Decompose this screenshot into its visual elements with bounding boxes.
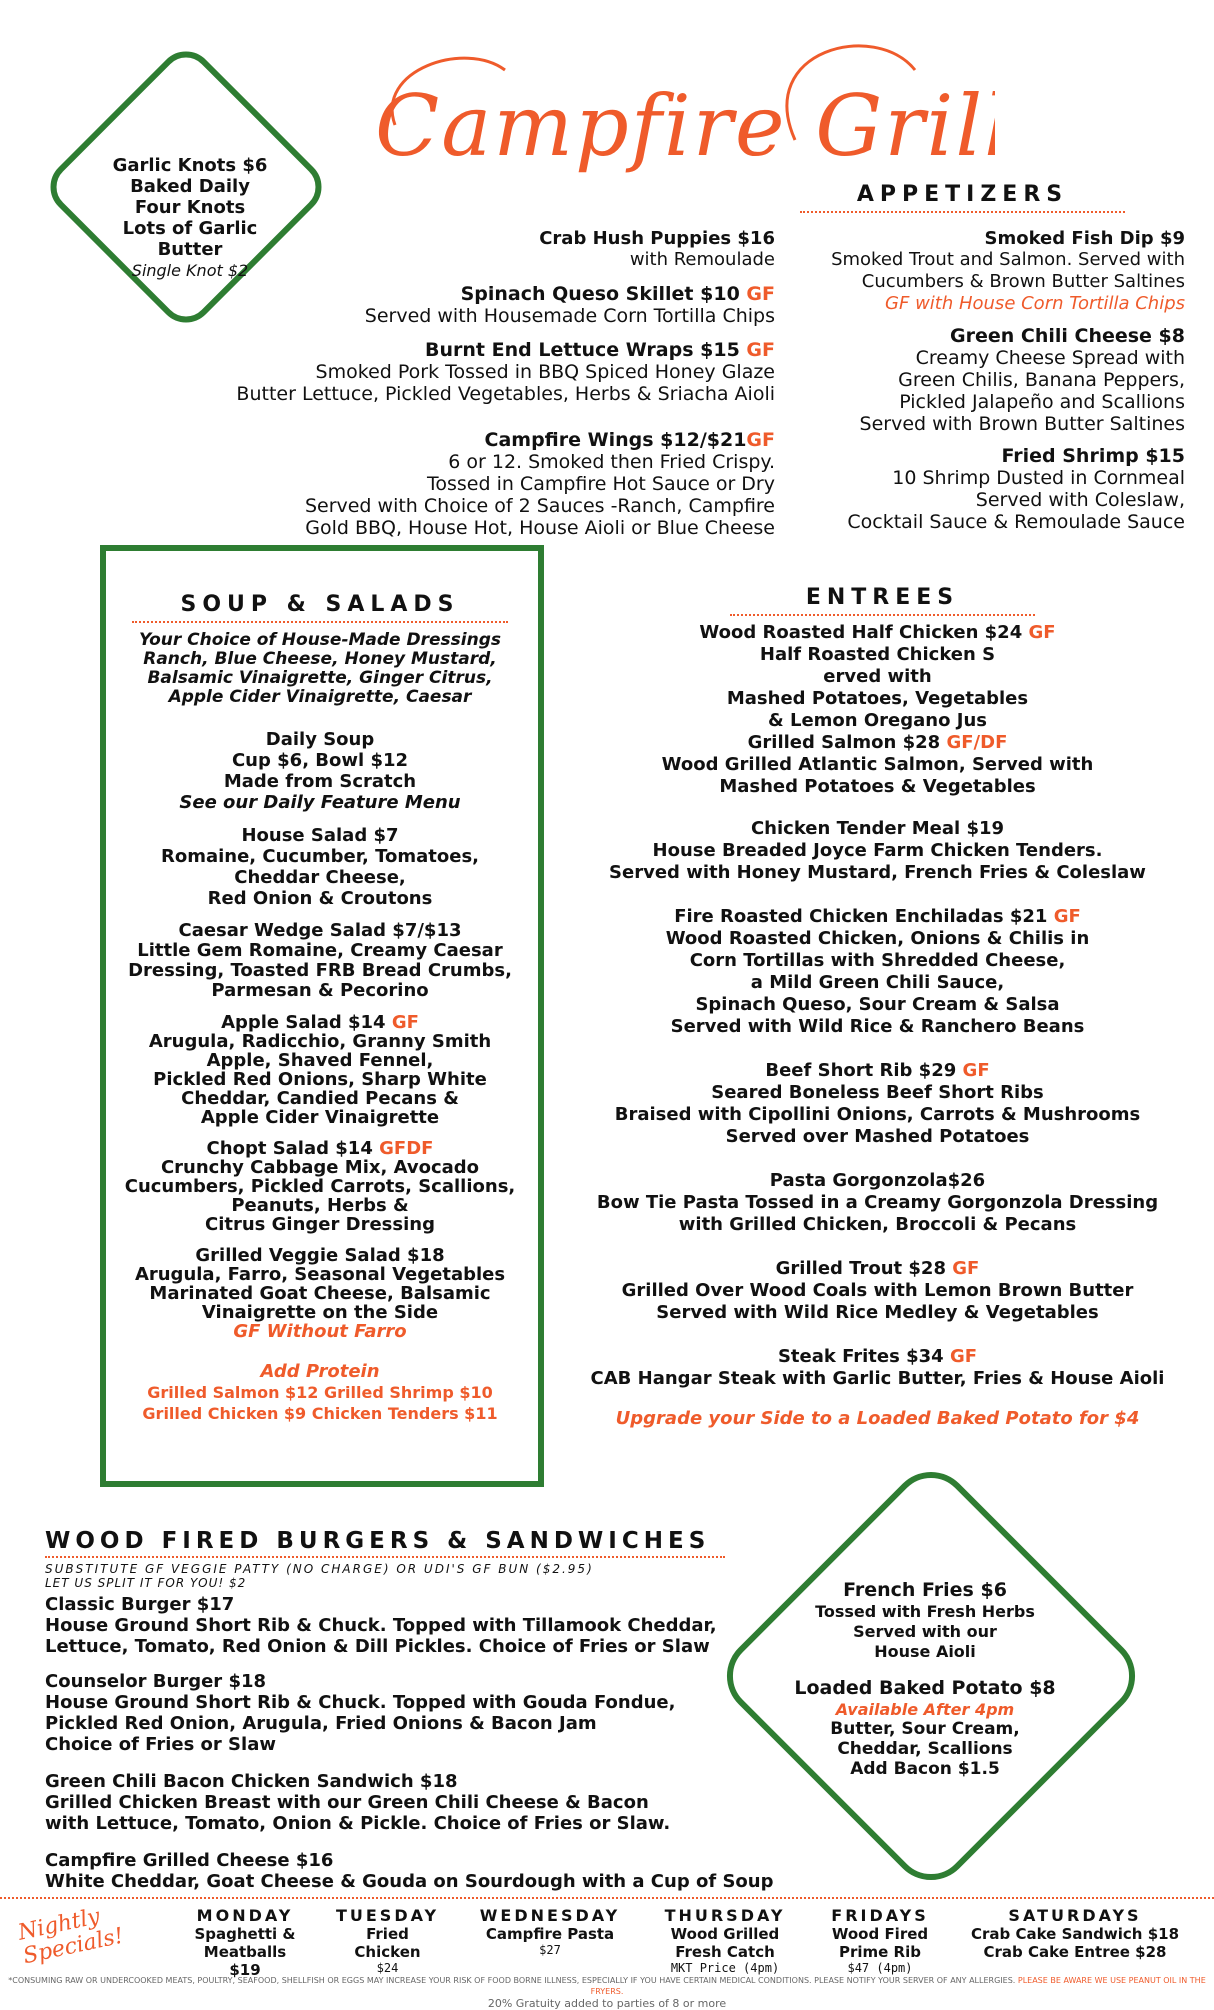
menu-item [560,906,1195,1038]
upgrade-note: Upgrade your Side to a Loaded Baked Potato for $4 [615,1408,1140,1429]
add-protein-title: Add Protein [260,1361,380,1382]
appetizers-header-text: APPETIZERS [856,182,1069,207]
day-name: FRIDAYS [831,1906,929,1925]
day-line: Prime Rib [839,1943,921,1961]
item-title: Grilled Trout $28 GF [775,1258,980,1279]
item-line: Creamy Cheese Spread with [915,347,1185,369]
item-line: Choice of Fries or Slaw [45,1734,276,1755]
item-title: Spinach Queso Skillet $10 GF [460,283,775,305]
item-line: Cocktail Sauce & Remoulade Sauce [847,511,1185,533]
item-line: Vinaigrette on the Side [201,1302,439,1323]
item-line: Served with Wild Rice Medley & Vegetables [656,1302,1099,1323]
item-line: Served over Mashed Potatoes [725,1126,1030,1147]
garlic-knots-line: Four Knots [134,197,246,218]
dressings-intro [110,631,530,707]
item-title: Burnt End Lettuce Wraps $15 GF [425,339,775,361]
item-line: Cucumbers, Pickled Carrots, Scallions, [124,1176,516,1197]
garlic-knots-note: Single Knot $2 [131,261,249,280]
day-line: Meatballs [203,1943,287,1961]
day-line: $19 [229,1961,261,1979]
fries-line: Served with our [853,1622,997,1641]
intro-line: Balsamic Vinaigrette, Ginger Citrus, [147,668,493,688]
add-protein-line: Grilled Salmon $12 Grilled Shrimp $10 [147,1383,493,1402]
fries-title: French Fries $6 [843,1579,1007,1601]
menu-item [110,825,530,909]
item-title: Beef Short Rib $29 GF [765,1060,990,1081]
potato-line: Butter, Sour Cream, [830,1719,1020,1739]
day-price: $24 [376,1961,399,1975]
item-line: Served with Honey Mustard, French Fries & Coleslaw [609,862,1146,883]
day-line: Fresh Catch [675,1943,775,1961]
add-protein-line: Grilled Chicken $9 Chicken Tenders $11 [142,1404,498,1423]
item-line: Lettuce, Tomato, Red Onion & Dill Pickles. Choice of Fries or Slaw [45,1636,710,1657]
menu-item [560,818,1195,884]
add-protein [110,1361,530,1424]
item-line: Green Chilis, Banana Peppers, [898,369,1185,391]
menu-item [780,445,1185,533]
item-title: Fire Roasted Chicken Enchiladas $21 GF [674,906,1081,927]
item-title: Apple Salad $14 GF [221,1012,419,1033]
special-tuesday [325,1906,450,1975]
item-title: Campfire Grilled Cheese $16 [45,1850,334,1871]
title-text: Campfire Grill [375,77,995,175]
title-flourish [355,30,995,180]
item-line: Apple, Shaved Fennel, [206,1050,434,1071]
menu-item [130,283,775,327]
item-line: House Breaded Joyce Farm Chicken Tenders. [652,840,1103,861]
item-line: Pickled Red Onions, Sharp White [153,1069,487,1090]
potato-title: Loaded Baked Potato $8 [794,1677,1056,1699]
item-line: Citrus Ginger Dressing [205,1214,435,1235]
item-line: Pickled Red Onion, Arugula, Fried Onions & Bacon Jam [45,1713,597,1734]
item-line: 10 Shrimp Dusted in Cornmeal [892,467,1185,489]
item-title: Green Chili Bacon Chicken Sandwich $18 [45,1771,458,1792]
item-line: Served with Wild Rice & Ranchero Beans [670,1016,1085,1037]
item-line: a Mild Green Chili Sauce, [750,972,1005,993]
footer [0,1975,1214,2010]
item-line: Parmesan & Pecorino [211,980,429,1001]
intro-line: Apple Cider Vinaigrette, Caesar [168,687,472,707]
item-line: Served with Choice of 2 Sauces -Ranch, Campfire [304,495,775,517]
item-title: Wood Roasted Half Chicken $24 GF [699,622,1056,643]
soup-salads-content [110,592,530,1424]
item-title: Crab Hush Puppies $16 [539,228,775,249]
day-line: Crab Cake Sandwich $18 [970,1925,1180,1943]
menu-item [45,1671,805,1755]
item-title: Daily Soup [265,729,375,750]
day-name: THURSDAY [664,1906,786,1925]
day-name: WEDNESDAY [479,1906,621,1925]
item-line: CAB Hangar Steak with Garlic Butter, Fries & House Aioli [590,1368,1165,1389]
special-monday [180,1906,310,1979]
menu-item [130,228,775,271]
item-title: Grilled Veggie Salad $18 [195,1245,445,1266]
item-line: Spinach Queso, Sour Cream & Salsa [695,994,1060,1015]
day-name: MONDAY [196,1906,294,1925]
item-line: Cheddar Cheese, [234,867,406,888]
fries-line: Tossed with Fresh Herbs [815,1602,1035,1621]
menu-item [45,1594,805,1657]
day-line: Wood Grilled [670,1925,780,1943]
item-line: & Lemon Oregano Jus [768,710,987,731]
item-line: Crunchy Cabbage Mix, Avocado [160,1157,480,1178]
item-line: Served with Housemade Corn Tortilla Chips [364,305,775,327]
garlic-knots-line: Baked Daily [130,176,250,197]
item-line: Dressing, Toasted FRB Bread Crumbs, [128,960,512,981]
menu-item [45,1850,805,1892]
item-title: Pasta Gorgonzola$26 [769,1170,986,1191]
item-line: Smoked Trout and Salmon. Served with [831,249,1185,270]
item-line: Arugula, Radicchio, Granny Smith [148,1031,492,1052]
garlic-knots-title: Garlic Knots $6 [112,155,268,176]
day-line: Campfire Pasta [485,1925,615,1943]
item-line: Served with Coleslaw, [975,489,1185,511]
item-line: Gold BBQ, House Hot, House Aioli or Blue Cheese [305,517,775,539]
menu-item [560,622,1195,732]
item-title: House Salad $7 [241,825,399,846]
menu-item [110,729,530,813]
item-italic: See our Daily Feature Menu [179,792,461,813]
item-title: Chicken Tender Meal $19 [750,818,1005,839]
burgers-sub: LET US SPLIT IT FOR YOU! $2 [45,1576,247,1590]
menu-item [560,1060,1195,1148]
menu-item [560,1258,1195,1324]
item-line: Mashed Potatoes & Vegetables [719,776,1036,797]
item-line: Cup $6, Bowl $12 [231,750,409,771]
specials-divider [0,1897,1214,1899]
item-line: Marinated Goat Cheese, Balsamic [149,1283,491,1304]
item-title: Caesar Wedge Salad $7/$13 [178,920,462,941]
menu-item [45,1771,805,1834]
entrees [560,585,1195,1429]
day-line: Crab Cake Entree $28 [983,1943,1167,1961]
day-line: Fried [366,1925,409,1943]
item-line: 6 or 12. Smoked then Fried Crispy. [448,451,775,473]
soup-salads-header-text: SOUP & SALADS [180,592,460,617]
footer-disclaimer: *CONSUMING RAW OR UNDERCOOKED MEATS, POULTRY, SEAFOOD, SHELLFISH OR EGGS MAY INCREASE YOUR RISK OF FOOD BORNE ILLNESS, ESPECIALLY IF YOU HAVE CERTAIN MEDICAL CONDITIONS. PLEASE NOTIFY YOUR SERVER OF ANY ALLERGIES. PLEASE BE AWARE WE USE PEANUT OIL IN THE FRYERS. [8,1976,1206,1996]
menu-item [110,1139,530,1234]
item-note: GF with House Corn Tortilla Chips [885,293,1185,314]
item-line: Red Onion & Croutons [207,888,433,909]
item-line: Peanuts, Herbs & [231,1195,409,1216]
burgers-sub: SUBSTITUTE GF VEGGIE PATTY (NO CHARGE) OR UDI'S GF BUN ($2.95) [45,1562,594,1576]
burgers-section [45,1528,805,1892]
intro-line: Your Choice of House-Made Dressings [138,630,501,650]
item-line: with Lettuce, Tomato, Onion & Pickle. Choice of Fries or Slaw. [45,1813,671,1834]
page-title [355,30,995,180]
item-title: Classic Burger $17 [45,1594,235,1615]
item-line: Braised with Cipollini Onions, Carrots & Mushrooms [614,1104,1141,1125]
item-line: with Grilled Chicken, Broccoli & Pecans [678,1214,1077,1235]
item-line: Apple Cider Vinaigrette [200,1107,440,1128]
item-title: Grilled Salmon $28 GF/DF [747,732,1008,753]
item-line: Cheddar, Candied Pecans & [181,1088,459,1109]
item-line: Made from Scratch [223,771,417,792]
day-price: $27 [539,1943,561,1957]
special-saturdays [955,1906,1195,1961]
item-line: erved with [823,666,932,687]
day-name: TUESDAY [335,1906,440,1925]
menu-item [560,1170,1195,1236]
burgers-header-text: WOOD FIRED BURGERS & SANDWICHES [45,1528,711,1554]
entrees-header-text: ENTREES [805,585,960,610]
item-line: Half Roasted Chicken S [759,644,996,665]
intro-line: Ranch, Blue Cheese, Honey Mustard, [143,649,497,669]
day-line: Wood Fired [831,1925,929,1943]
item-note: GF Without Farro [233,1321,407,1342]
item-title: Fried Shrimp $15 [1001,445,1185,467]
menu-item [130,429,775,539]
item-title: Steak Frites $34 GF [777,1346,978,1367]
menu-item [110,1013,530,1127]
item-line: Little Gem Romaine, Creamy Caesar [137,940,503,961]
special-fridays [815,1906,945,1975]
appetizers-right [780,228,1185,533]
item-line: Wood Grilled Atlantic Salmon, Served with [661,754,1094,775]
item-line: Smoked Pork Tossed in BBQ Spiced Honey Glaze [315,361,775,383]
item-line: Butter Lettuce, Pickled Vegetables, Herbs & Sriacha Aioli [236,383,775,405]
menu-item [130,339,775,405]
item-line: with Remoulade [629,249,775,270]
item-line: White Cheddar, Goat Cheese & Gouda on Sourdough with a Cup of Soup [45,1871,774,1892]
potato-line: Add Bacon $1.5 [850,1759,1000,1779]
item-title: Smoked Fish Dip $9 [984,228,1185,249]
menu-item [110,1246,530,1341]
specials-label-text: Nightly Specials! [15,1904,126,1970]
menu-item [560,1346,1195,1390]
day-line: Spaghetti & [194,1925,296,1943]
day-price: MKT Price (4pm) [670,1961,780,1975]
item-title: Campfire Wings $12/$21GF [484,429,775,451]
potato-line: Cheddar, Scallions [837,1739,1013,1759]
item-line: Pickled Jalapeño and Scallions [899,391,1185,413]
special-wednesday [465,1906,635,1957]
soup-salads-header [132,592,508,623]
item-line: Grilled Chicken Breast with our Green Chili Cheese & Bacon [45,1792,649,1813]
item-line: Grilled Over Wood Coals with Lemon Brown Butter [621,1280,1134,1301]
footer-gratuity: 20% Gratuity added to parties of 8 or more [487,1997,727,2010]
menu-item [780,228,1185,315]
menu-item [110,921,530,1001]
item-line: House Ground Short Rib & Chuck. Topped with Gouda Fondue, [45,1692,676,1713]
item-line: Arugula, Farro, Seasonal Vegetables [134,1264,506,1285]
potato-note: Available After 4pm [835,1700,1015,1719]
day-name: SATURDAYS [1008,1906,1142,1925]
appetizers-header [800,182,1125,213]
item-line: Corn Tortillas with Shredded Cheese, [689,950,1066,971]
item-title: Chopt Salad $14 GFDF [206,1138,434,1159]
item-title: Counselor Burger $18 [45,1671,267,1692]
day-price: $47 (4pm) [847,1961,913,1975]
sides-content [770,1578,1080,1779]
burgers-header [45,1528,725,1558]
menu-item [780,325,1185,435]
day-line: Chicken [354,1943,421,1961]
garlic-knots-line: Lots of Garlic [122,218,258,239]
item-line: Romaine, Cucumber, Tomatoes, [160,846,479,867]
item-line: Tossed in Campfire Hot Sauce or Dry [426,473,775,495]
special-thursday [650,1906,800,1975]
garlic-knots-line: Butter [157,239,223,260]
appetizers-left [130,228,775,539]
item-line: Seared Boneless Beef Short Ribs [711,1082,1044,1103]
item-line: Bow Tie Pasta Tossed in a Creamy Gorgonzola Dressing [596,1192,1159,1213]
item-title: Green Chili Cheese $8 [950,325,1185,347]
item-line: Wood Roasted Chicken, Onions & Chilis in [665,928,1090,949]
item-line: Mashed Potatoes, Vegetables [726,688,1029,709]
entrees-header [730,585,1035,616]
item-line: House Ground Short Rib & Chuck. Topped with Tillamook Cheddar, [45,1615,717,1636]
item-line: Served with Brown Butter Saltines [859,413,1185,435]
menu-item [560,732,1195,798]
fries-line: House Aioli [874,1642,976,1661]
item-line: Cucumbers & Brown Butter Saltines [861,271,1185,292]
